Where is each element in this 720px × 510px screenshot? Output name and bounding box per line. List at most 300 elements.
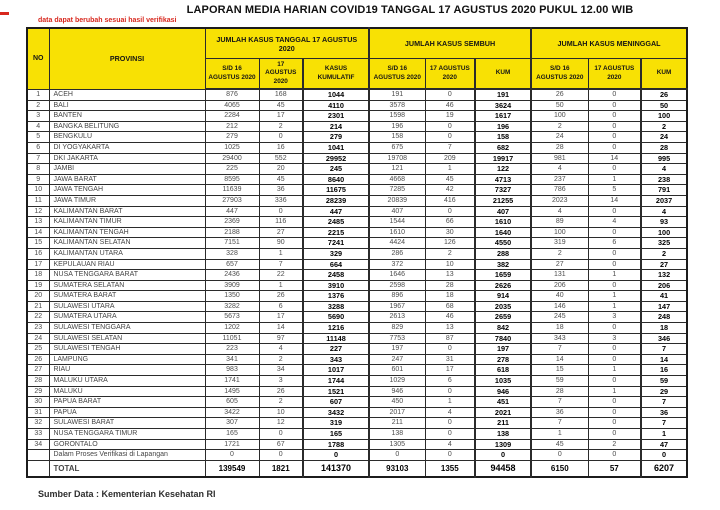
cell-value: 0: [588, 111, 641, 122]
table-row: [27, 291, 687, 302]
cell-value: 20839: [369, 195, 425, 206]
cell-value: 1035: [475, 376, 531, 387]
cell-value: 165: [303, 429, 369, 440]
cell-value: 4065: [205, 100, 259, 111]
cell-value: 675: [369, 142, 425, 153]
cell-value: 0: [303, 450, 369, 461]
cell-value: 36: [531, 407, 588, 418]
cell-value: 791: [641, 185, 687, 196]
cell-value: 2: [259, 354, 303, 365]
cell-provinsi: KALIMANTAN BARAT: [49, 206, 205, 217]
cell-value: 4668: [369, 174, 425, 185]
cell-no: 16: [27, 248, 49, 259]
table-row: [27, 227, 687, 238]
cell-value: 18: [425, 291, 475, 302]
cell-value: 786: [531, 185, 588, 196]
cell-value: 11675: [303, 185, 369, 196]
cell-value: 158: [475, 132, 531, 143]
covid-report-table: [26, 27, 688, 478]
cell-value: 946: [369, 386, 425, 397]
cell-value: 14: [588, 195, 641, 206]
cell-value: 2017: [369, 407, 425, 418]
cell-value: 2284: [205, 111, 259, 122]
sub-header-kasus-kumulatif: KASUS KUMULATIF: [303, 59, 369, 90]
cell-provinsi: SULAWESI TENGAH: [49, 344, 205, 355]
cell-no: 21: [27, 301, 49, 312]
cell-value: 14: [531, 354, 588, 365]
cell-value: 0: [588, 248, 641, 259]
cell-no: 1: [27, 89, 49, 100]
cell-value: 2023: [531, 195, 588, 206]
cell-value: 3624: [475, 100, 531, 111]
table-row: [27, 344, 687, 355]
cell-value: 209: [425, 153, 475, 164]
cell-no: 18: [27, 270, 49, 281]
cell-value: 17: [259, 111, 303, 122]
cell-value: 191: [369, 89, 425, 100]
cell-no: 2: [27, 100, 49, 111]
cell-value: 1659: [475, 270, 531, 281]
cell-value: 1017: [303, 365, 369, 376]
cell-no: 27: [27, 365, 49, 376]
cell-value: 1: [259, 248, 303, 259]
cell-value: 6: [425, 376, 475, 387]
cell-provinsi: PAPUA: [49, 407, 205, 418]
cell-no: 3: [27, 111, 49, 122]
cell-value: 50: [641, 100, 687, 111]
cell-value: 0: [588, 164, 641, 175]
cell-value: 147: [641, 301, 687, 312]
cell-value: 168: [259, 89, 303, 100]
cell-value: 2458: [303, 270, 369, 281]
table-row: [27, 185, 687, 196]
cell-provinsi: LAMPUNG: [49, 354, 205, 365]
cell-no: 24: [27, 333, 49, 344]
cell-no: 10: [27, 185, 49, 196]
cell-value: 829: [369, 323, 425, 334]
cell-value: 416: [425, 195, 475, 206]
cell-value: 4: [531, 206, 588, 217]
cell-value: 1: [588, 365, 641, 376]
cell-value: 0: [205, 450, 259, 461]
cell-value: 206: [641, 280, 687, 291]
cell-value: 7: [641, 397, 687, 408]
cell-value: 19708: [369, 153, 425, 164]
cell-value: 89: [531, 217, 588, 228]
cell-value: 2659: [475, 312, 531, 323]
cell-value: 3288: [303, 301, 369, 312]
cell-value: 447: [205, 206, 259, 217]
cell-value: 27: [259, 227, 303, 238]
cell-value: 0: [425, 89, 475, 100]
total-row: [27, 460, 687, 477]
cell-value: 1029: [369, 376, 425, 387]
cell-value: 7: [259, 259, 303, 270]
cell-provinsi: BENGKULU: [49, 132, 205, 143]
cell-value: 346: [641, 333, 687, 344]
cell-value: 2: [531, 248, 588, 259]
cell-value: 3: [588, 312, 641, 323]
cell-value: 28: [425, 280, 475, 291]
cell-value: 206: [531, 280, 588, 291]
cell-value: 2613: [369, 312, 425, 323]
cell-value: 126: [425, 238, 475, 249]
cell-value: 0: [641, 450, 687, 461]
cell-value: 100: [641, 227, 687, 238]
cell-value: 0: [588, 259, 641, 270]
cell-value: 237: [531, 174, 588, 185]
cell-value: 1646: [369, 270, 425, 281]
group-header-sembuh: JUMLAH KASUS SEMBUH: [369, 28, 531, 59]
cell-value: 27903: [205, 195, 259, 206]
cell-value: 1610: [369, 227, 425, 238]
cell-no: 9: [27, 174, 49, 185]
cell-value: 4: [641, 206, 687, 217]
cell-value: 0: [588, 121, 641, 132]
cell-value: 100: [531, 111, 588, 122]
cell-value: 7753: [369, 333, 425, 344]
cell-no: 32: [27, 418, 49, 429]
cell-no: 20: [27, 291, 49, 302]
cell-value: 1: [588, 386, 641, 397]
cell-value: 45: [425, 174, 475, 185]
cell-value: 225: [205, 164, 259, 175]
cell-value: 325: [641, 238, 687, 249]
cell-provinsi: SUMATERA UTARA: [49, 312, 205, 323]
cell-value: 607: [303, 397, 369, 408]
cell-provinsi: JAWA TIMUR: [49, 195, 205, 206]
cell-value: 2436: [205, 270, 259, 281]
cell-value: 24: [531, 132, 588, 143]
cell-value: 657: [205, 259, 259, 270]
cell-value: 36: [641, 407, 687, 418]
cell-no: 12: [27, 206, 49, 217]
group-header-meninggal: JUMLAH KASUS MENINGGAL: [531, 28, 687, 59]
cell-value: 42: [425, 185, 475, 196]
cell-value: 914: [475, 291, 531, 302]
group-header-row: [27, 28, 687, 59]
cell-value: 12: [259, 418, 303, 429]
cell-value: 28: [531, 386, 588, 397]
cell-value: 45: [531, 439, 588, 450]
cell-provinsi: NUSA TENGGARA TIMUR: [49, 429, 205, 440]
cell-value: 2: [259, 121, 303, 132]
cell-value: 2: [259, 397, 303, 408]
cell-no: 15: [27, 238, 49, 249]
table-row: [27, 407, 687, 418]
cell-value: 1044: [303, 89, 369, 100]
cell-value: 7: [531, 397, 588, 408]
cell-value: 34: [259, 365, 303, 376]
cell-value: 0: [588, 450, 641, 461]
cell-value: 46: [425, 312, 475, 323]
cell-value: 0: [475, 450, 531, 461]
cell-value: 279: [303, 132, 369, 143]
cell-value: 97: [259, 333, 303, 344]
cell-value: 1544: [369, 217, 425, 228]
cell-value: 1216: [303, 323, 369, 334]
cell-value: 1: [641, 429, 687, 440]
table-row: [27, 89, 687, 100]
cell-value: 664: [303, 259, 369, 270]
cell-no: 28: [27, 376, 49, 387]
cell-value: 279: [205, 132, 259, 143]
cell-value: 3: [259, 376, 303, 387]
cell-provinsi: ACEH: [49, 89, 205, 100]
cell-value: 90: [259, 238, 303, 249]
total-value: 1355: [425, 460, 475, 477]
cell-value: 27: [641, 259, 687, 270]
cell-value: 14: [641, 354, 687, 365]
cell-value: 0: [259, 429, 303, 440]
cell-value: 336: [259, 195, 303, 206]
table-row: [27, 100, 687, 111]
cell-value: 3432: [303, 407, 369, 418]
total-value: 94458: [475, 460, 531, 477]
cell-value: 0: [531, 450, 588, 461]
cell-value: 3909: [205, 280, 259, 291]
cell-value: 227: [303, 344, 369, 355]
cell-provinsi: RIAU: [49, 365, 205, 376]
cell-value: 238: [641, 174, 687, 185]
cell-value: 4550: [475, 238, 531, 249]
cell-value: 29: [641, 386, 687, 397]
cell-value: 1350: [205, 291, 259, 302]
cell-no: 5: [27, 132, 49, 143]
cell-value: 214: [303, 121, 369, 132]
cell-value: 16: [259, 142, 303, 153]
cell-value: 319: [303, 418, 369, 429]
cell-value: 28: [641, 142, 687, 153]
cell-value: 0: [369, 450, 425, 461]
cell-value: 447: [303, 206, 369, 217]
cell-value: 4424: [369, 238, 425, 249]
cell-value: 0: [588, 429, 641, 440]
cell-value: 0: [259, 450, 303, 461]
cell-value: 138: [475, 429, 531, 440]
cell-value: 2598: [369, 280, 425, 291]
cell-value: 21255: [475, 195, 531, 206]
cell-value: 343: [303, 354, 369, 365]
cell-value: 451: [475, 397, 531, 408]
cell-value: 6: [259, 301, 303, 312]
cell-value: 3910: [303, 280, 369, 291]
cell-value: 7: [531, 418, 588, 429]
cell-value: 5690: [303, 312, 369, 323]
cell-value: 223: [205, 344, 259, 355]
cell-value: 2: [588, 439, 641, 450]
cell-value: 26: [641, 89, 687, 100]
cell-value: 20: [259, 164, 303, 175]
cell-value: 40: [531, 291, 588, 302]
cell-provinsi: GORONTALO: [49, 439, 205, 450]
cell-value: 19: [425, 111, 475, 122]
cell-provinsi: BANTEN: [49, 111, 205, 122]
cell-value: 8595: [205, 174, 259, 185]
cell-no: 19: [27, 280, 49, 291]
cell-value: 2035: [475, 301, 531, 312]
cell-value: 1041: [303, 142, 369, 153]
cell-value: 0: [425, 429, 475, 440]
table-row: [27, 153, 687, 164]
cell-value: 1376: [303, 291, 369, 302]
cell-value: 191: [475, 89, 531, 100]
cell-no: 6: [27, 142, 49, 153]
cell-value: 27: [531, 259, 588, 270]
cell-value: 1610: [475, 217, 531, 228]
cell-value: 278: [475, 354, 531, 365]
table-row: [27, 312, 687, 323]
cell-value: 211: [475, 418, 531, 429]
cell-value: 7: [641, 344, 687, 355]
cell-value: 1: [259, 280, 303, 291]
cell-value: 307: [205, 418, 259, 429]
cell-no: 29: [27, 386, 49, 397]
cell-value: 3282: [205, 301, 259, 312]
total-label: TOTAL: [49, 460, 205, 477]
cell-value: 2626: [475, 280, 531, 291]
red-mark: [0, 12, 9, 15]
cell-value: 31: [425, 354, 475, 365]
cell-value: 1: [588, 174, 641, 185]
cell-value: 100: [531, 227, 588, 238]
cell-value: 11051: [205, 333, 259, 344]
cell-value: 13: [425, 270, 475, 281]
cell-value: 26: [259, 291, 303, 302]
cell-value: 407: [475, 206, 531, 217]
total-value: 93103: [369, 460, 425, 477]
cell-value: 1: [425, 397, 475, 408]
cell-value: 0: [588, 142, 641, 153]
cell-no: 14: [27, 227, 49, 238]
table-row: [27, 333, 687, 344]
sub-header-kasus-sd16: S/D 16 AGUSTUS 2020: [205, 59, 259, 90]
cell-value: 121: [369, 164, 425, 175]
cell-provinsi: MALUKU UTARA: [49, 376, 205, 387]
cell-provinsi: JAWA BARAT: [49, 174, 205, 185]
cell-value: 122: [475, 164, 531, 175]
cell-provinsi: JAMBI: [49, 164, 205, 175]
cell-value: 3422: [205, 407, 259, 418]
cell-value: 983: [205, 365, 259, 376]
cell-value: 382: [475, 259, 531, 270]
cell-value: 7: [641, 418, 687, 429]
cell-value: 16: [641, 365, 687, 376]
cell-value: 7: [425, 142, 475, 153]
cell-value: 46: [425, 100, 475, 111]
verification-note: data dapat berubah sesuai hasil verifikasi: [38, 17, 177, 24]
cell-value: 59: [531, 376, 588, 387]
cell-value: 618: [475, 365, 531, 376]
cell-no: 25: [27, 344, 49, 355]
cell-value: 896: [369, 291, 425, 302]
cell-no: 30: [27, 397, 49, 408]
table-row: [27, 195, 687, 206]
table-row: [27, 301, 687, 312]
cell-value: 4: [588, 217, 641, 228]
cell-no: 22: [27, 312, 49, 323]
table-row: [27, 217, 687, 228]
table-row: [27, 450, 687, 461]
cell-value: 197: [369, 344, 425, 355]
cell-value: 7: [531, 344, 588, 355]
table-body: [27, 89, 687, 460]
cell-value: 19917: [475, 153, 531, 164]
cell-value: 0: [588, 227, 641, 238]
cell-value: 0: [588, 397, 641, 408]
cell-value: 1617: [475, 111, 531, 122]
cell-value: 11148: [303, 333, 369, 344]
cell-provinsi: KALIMANTAN TENGAH: [49, 227, 205, 238]
cell-value: 1: [531, 429, 588, 440]
table-row: [27, 174, 687, 185]
cell-value: 1: [425, 164, 475, 175]
cell-value: 132: [641, 270, 687, 281]
cell-provinsi: SULAWESI UTARA: [49, 301, 205, 312]
table-row: [27, 376, 687, 387]
cell-provinsi: SUMATERA SELATAN: [49, 280, 205, 291]
total-value: 6150: [531, 460, 588, 477]
cell-value: 165: [205, 429, 259, 440]
cell-value: 0: [588, 354, 641, 365]
cell-value: 245: [531, 312, 588, 323]
sub-header-kasus-17ags: 17 AGUSTUS 2020: [259, 59, 303, 90]
cell-no: 34: [27, 439, 49, 450]
cell-provinsi: NUSA TENGGARA BARAT: [49, 270, 205, 281]
cell-value: 2021: [475, 407, 531, 418]
source-note: Sumber Data : Kementerian Kesehatan RI: [38, 488, 216, 499]
cell-no: 13: [27, 217, 49, 228]
table-row: [27, 397, 687, 408]
cell-value: 36: [259, 185, 303, 196]
col-header-provinsi: PROVINSI: [49, 28, 205, 89]
cell-value: 0: [588, 418, 641, 429]
cell-value: 28239: [303, 195, 369, 206]
sub-header-sembuh-kum: KUM: [475, 59, 531, 90]
cell-value: 2: [425, 248, 475, 259]
cell-value: 93: [641, 217, 687, 228]
cell-value: 2037: [641, 195, 687, 206]
cell-value: 0: [588, 206, 641, 217]
table-row: [27, 323, 687, 334]
cell-value: 981: [531, 153, 588, 164]
cell-value: 341: [205, 354, 259, 365]
cell-value: 59: [641, 376, 687, 387]
cell-value: 7241: [303, 238, 369, 249]
cell-value: 10: [425, 259, 475, 270]
sub-header-sembuh-sd16: S/D 16 AGUSTUS 2020: [369, 59, 425, 90]
cell-value: 0: [259, 206, 303, 217]
total-value: 139549: [205, 460, 259, 477]
cell-value: 450: [369, 397, 425, 408]
cell-provinsi: KALIMANTAN UTARA: [49, 248, 205, 259]
cell-value: 1598: [369, 111, 425, 122]
table-row: [27, 121, 687, 132]
cell-value: 7327: [475, 185, 531, 196]
cell-value: 0: [588, 132, 641, 143]
cell-value: 47: [641, 439, 687, 450]
table-row: [27, 259, 687, 270]
cell-value: 28: [531, 142, 588, 153]
cell-value: 4: [425, 407, 475, 418]
cell-value: 13: [425, 323, 475, 334]
cell-value: 1495: [205, 386, 259, 397]
cell-value: 5673: [205, 312, 259, 323]
table-row: [27, 418, 687, 429]
cell-value: 29400: [205, 153, 259, 164]
cell-no: [27, 450, 49, 461]
cell-value: 319: [531, 238, 588, 249]
